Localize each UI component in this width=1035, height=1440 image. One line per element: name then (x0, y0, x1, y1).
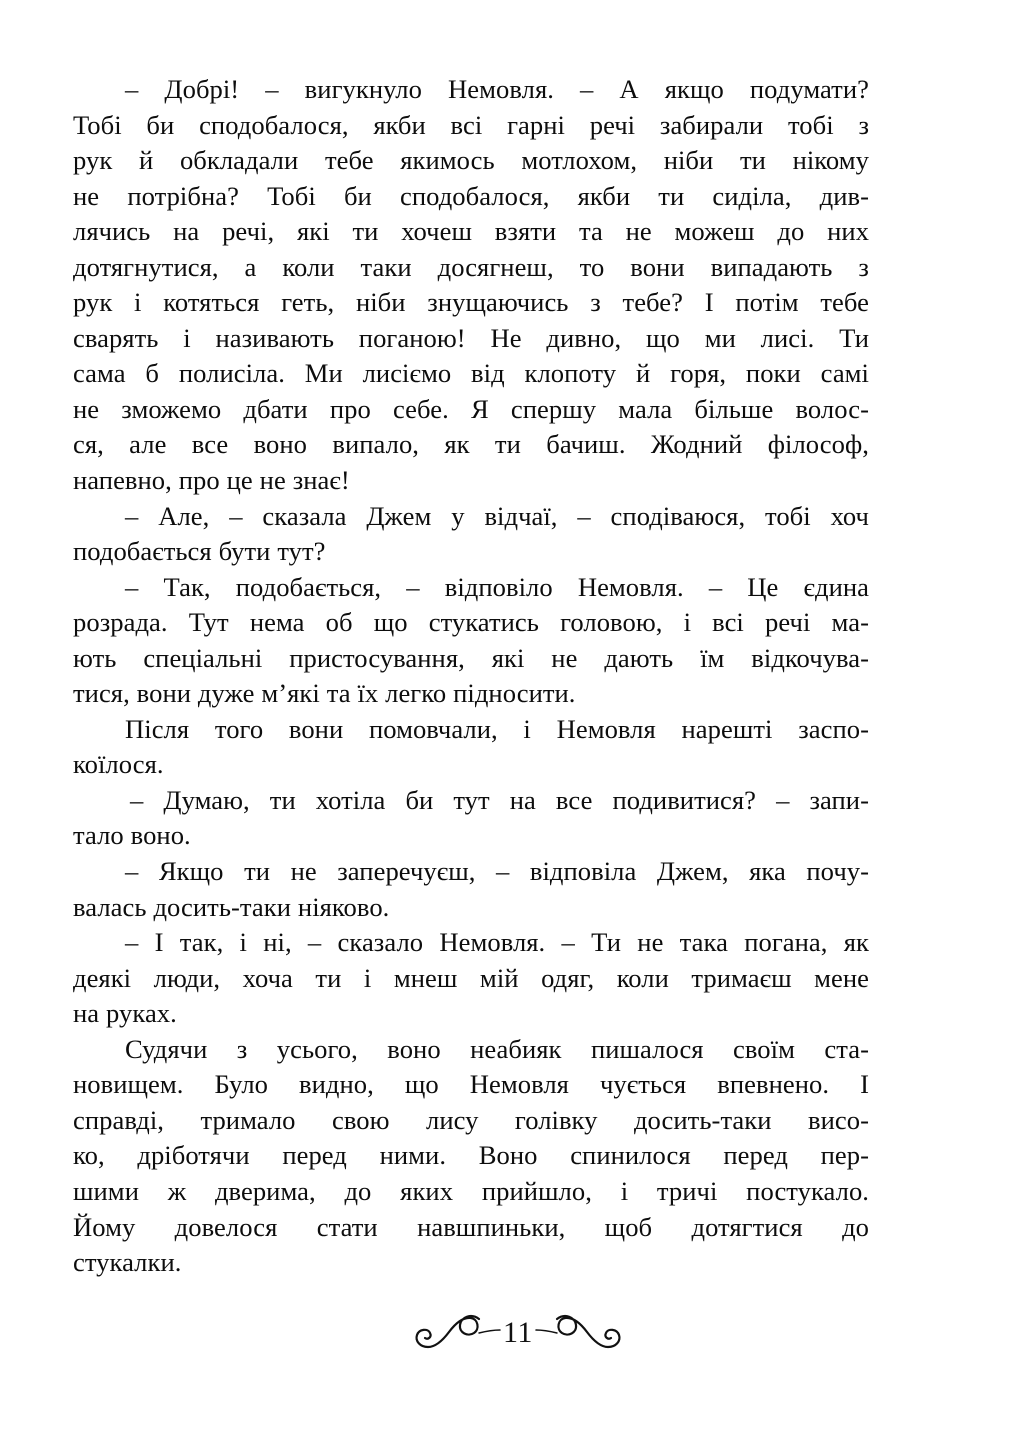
body-paragraph (73, 925, 869, 1032)
page-footer (0, 1297, 1035, 1377)
folio-page-number: 11 (502, 1315, 533, 1349)
text-line: валась досить-таки ніяково. (73, 891, 390, 922)
text-line: напевно, про це не знає! (73, 465, 350, 496)
body-paragraph (73, 854, 869, 925)
text-line: – Так, подобається, – відповіло Немовля. – Це єдина (125, 571, 869, 602)
text-line: розрада. Тут нема об що стукатись головою, і всі речі ма- (73, 607, 869, 638)
text-line: дотягнутися, а коли таки досягнеш, то вони випадають з (73, 251, 869, 282)
body-paragraph (73, 1032, 869, 1281)
text-line: Йому довелося стати навшпиньки, щоб дотягтися до (73, 1211, 869, 1242)
text-line: ють спеціальні пристосування, які не дають їм відкочува- (73, 642, 869, 673)
text-line: Судячи з усього, воно неабияк пишалося своїм ста- (125, 1033, 869, 1064)
text-line: – Добрі! – вигукнуло Немовля. – А якщо подумати? (125, 74, 869, 104)
folio-flourish-ornament (403, 1297, 633, 1377)
text-line: не потрібна? Тобі би сподобалося, якби ти сиділа, див- (73, 180, 869, 211)
text-line: тало воно. (73, 820, 191, 851)
body-text-column (73, 72, 869, 1281)
text-line: ко, дріботячи перед ними. Воно спинилося перед пер- (73, 1140, 869, 1171)
text-line: сварять і називають поганою! Не дивно, що ми лисі. Ти (73, 322, 869, 353)
text-line: не зможемо дбати про себе. Я спершу мала більше волос- (73, 393, 869, 424)
text-line: рук і котяться геть, ніби знущаючись з тебе? І потім тебе (73, 287, 869, 318)
body-paragraph (73, 712, 869, 783)
text-line: Тобі би сподобалося, якби всі гарні речі забирали тобі з (73, 109, 869, 140)
text-line: деякі люди, хоча ти і мнеш мій одяг, коли тримаєш мене (73, 962, 869, 993)
body-paragraph (73, 499, 869, 570)
text-line: стукалки. (73, 1247, 182, 1278)
text-line: подобається бути тут? (73, 536, 326, 567)
text-line: на руках. (73, 998, 177, 1029)
text-line: ся, але все воно випало, як ти бачиш. Жодний філософ, (73, 429, 869, 460)
body-paragraph (73, 72, 869, 499)
text-line: шими ж дверима, до яких прийшло, і тричі постукало. (73, 1175, 869, 1206)
text-line: – Але, – сказала Джем у відчаї, – сподіваюся, тобі хоч (125, 500, 869, 531)
body-paragraph (73, 570, 869, 712)
text-line: – Думаю, ти хотіла би тут на все подивитися? – запи- (130, 784, 869, 815)
text-line: сама б полисіла. Ми лисіємо від клопоту й горя, поки самі (73, 358, 869, 389)
text-line: – Якщо ти не заперечуєш, – відповіла Джем, яка почу- (125, 856, 869, 887)
text-line: коїлося. (73, 749, 164, 780)
text-line: справді, тримало свою лису голівку досить-таки висо- (73, 1104, 869, 1135)
text-line: рук й обкладали тебе якимось мотлохом, ніби ти нікому (73, 145, 869, 176)
text-line: Після того вони помовчали, і Немовля нарешті заспо- (125, 713, 869, 744)
text-line: – І так, і ні, – сказало Немовля. – Ти не така погана, як (125, 927, 869, 958)
text-line: лячись на речі, які ти хочеш взяти та не можеш до них (73, 216, 869, 247)
text-line: тися, вони дуже м’які та їх легко підносити. (73, 678, 576, 709)
body-paragraph (73, 783, 869, 854)
text-line: новищем. Було видно, що Немовля чується впевнено. І (73, 1069, 869, 1100)
